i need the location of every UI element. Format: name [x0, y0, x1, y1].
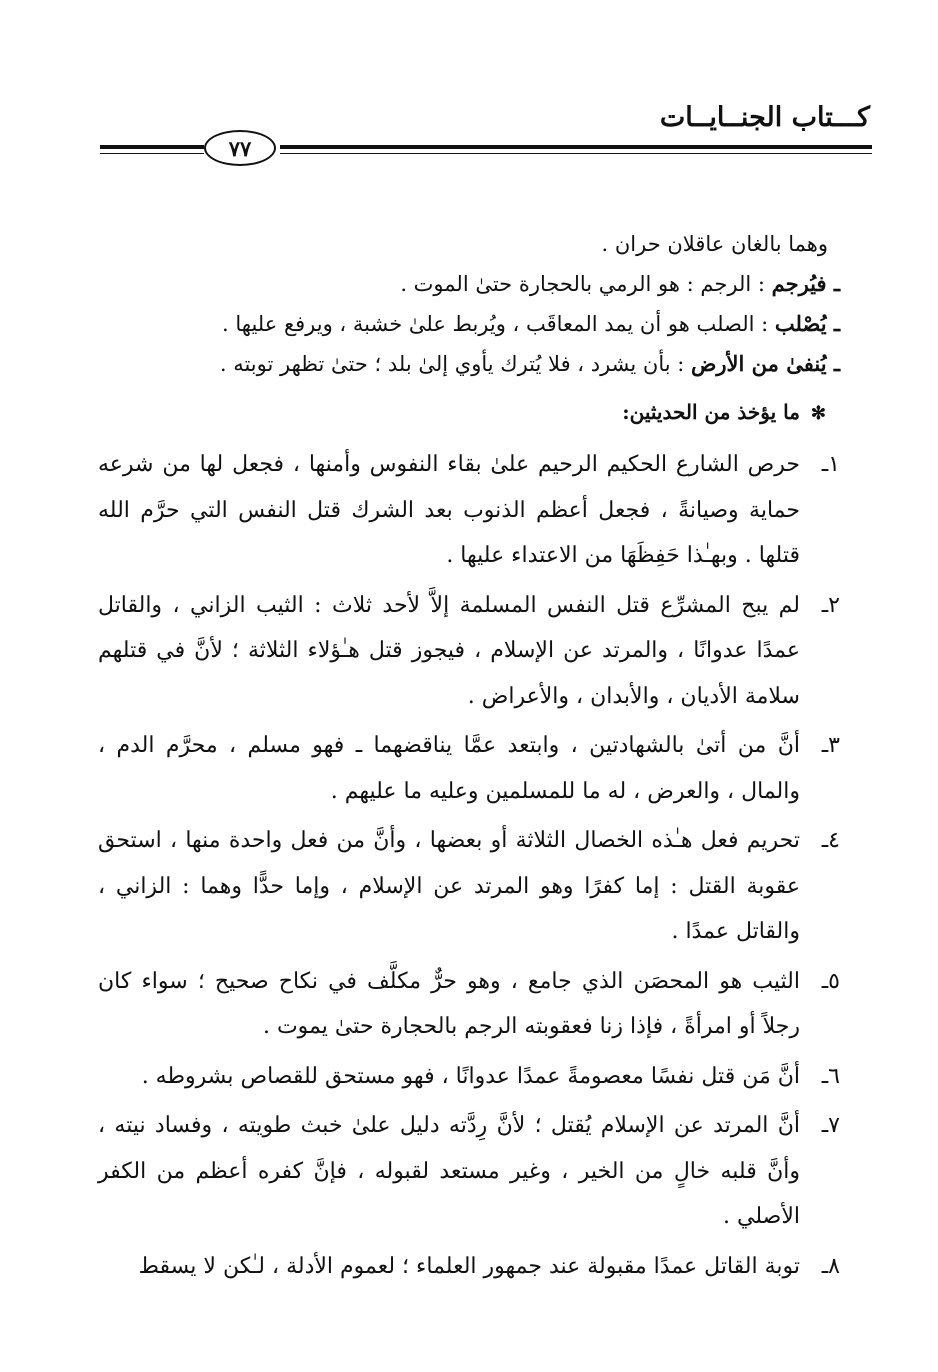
page-number-badge	[204, 130, 276, 166]
section-heading-text: ما يؤخذ من الحديثين:	[622, 400, 800, 424]
page-number: ٧٧	[228, 135, 252, 161]
list-item	[98, 818, 840, 955]
list-item-text: لم يبح المشرِّع قتل النفس المسلمة إلاَّ لأحد ثلاث : الثيب الزاني ، والقاتل عمدًا عدوانًا ، والمرتد عن الإسلام ، فيجوز قتل هـٰؤلاء الثلاثة ؛ لأنَّ في قتلهم سلامة الأديان ، والأبدان ، والأعراض .	[98, 592, 800, 709]
list-item-text: أنَّ من أتىٰ بالشهادتين ، وابتعد عمَّا يناقضهما ـ فهو مسلم ، محرَّم الدم ، والمال ، والعرض ، له ما للمسلمين وعليه ما عليهم .	[98, 733, 800, 804]
book-title: كـــتاب الجنــايــات	[659, 102, 870, 133]
header-rule-thick-left	[100, 145, 204, 149]
intro-text: وهما بالغان عاقلان حران .	[601, 232, 828, 256]
list-item	[98, 442, 840, 579]
term-definition: : بأن يشرد ، فلا يُترك يأوي إلىٰ بلد ؛ حتىٰ تظهر توبته .	[219, 352, 685, 376]
header-rule-thin-left	[100, 153, 204, 154]
list-item	[98, 1244, 840, 1290]
list-item-text: تحريم فعل هـٰذه الخصال الثلاثة أو بعضها ، وأنَّ من فعل واحدة منها ، استحق عقوبة القتل : إما كفرًا وهو المرتد عن الإسلام ، وإما حدًّا وهما : الزاني ، والقاتل عمدًا .	[98, 828, 800, 944]
list-item-text: حرص الشارع الحكيم الرحيم علىٰ بقاء النفوس وأمنها ، فجعل لها من شرعه حماية وصيانةً ، فجعل أعظم الذنوب بعد الشرك قتل النفس التي حرَّم الله قتلها . وبهـٰذا حَفِظَهَا من الاعتداء عليها .	[98, 452, 800, 568]
page-content	[98, 226, 840, 1293]
list-item-number: ٨ـ	[821, 1253, 840, 1279]
term-definition: : الرجم : هو الرمي بالحجارة حتىٰ الموت .	[400, 272, 765, 296]
intro-line	[98, 346, 840, 382]
intro-line	[98, 226, 828, 262]
list-item-number: ٢ـ	[821, 592, 840, 618]
list-item-number: ٤ـ	[821, 828, 840, 853]
header-rule-thick-right	[280, 145, 872, 149]
defined-term: ـ فيُرجم	[771, 271, 840, 296]
star-icon: ✻	[810, 403, 826, 424]
list-item	[98, 1103, 840, 1240]
header-rule-thin-right	[280, 153, 872, 154]
section-heading	[98, 394, 826, 432]
list-item-number: ٥ـ	[821, 968, 840, 994]
list-item	[98, 583, 840, 720]
list-item-number: ٣ـ	[821, 733, 840, 758]
list-item-number: ١ـ	[821, 452, 840, 477]
list-item-number: ٧ـ	[821, 1113, 840, 1138]
list-item-text: أنَّ مَن قتل نفسًا معصومةً عمدًا عدوانًا ، فهو مستحق للقصاص بشروطه .	[141, 1063, 800, 1089]
intro-line	[98, 266, 840, 302]
term-definition: : الصلب هو أن يمد المعاقَب ، ويُربط علىٰ خشبة ، ويرفع عليها .	[222, 312, 769, 336]
defined-term: ـ يُصْلب	[774, 311, 840, 336]
list-item	[98, 723, 840, 814]
list-item-number: ٦ـ	[821, 1063, 840, 1089]
defined-term: ـ يُنفىٰ من الأرض	[691, 351, 840, 376]
list-item-text: توبة القاتل عمدًا مقبولة عند جمهور العلماء ؛ لعموم الأدلة ، لـٰكن لا يسقط	[138, 1253, 800, 1279]
list-item-text: الثيب هو المحصَن الذي جامع ، وهو حرٌّ مكلَّف في نكاح صحيح ؛ سواء كان رجلاً أو امرأةً ، فإذا زنا فعقوبته الرجم بالحجارة حتىٰ يموت .	[98, 968, 800, 1039]
intro-line	[98, 306, 840, 342]
list-item-text: أنَّ المرتد عن الإسلام يُقتل ؛ لأنَّ رِدَّته دليل علىٰ خبث طويته ، وفساد نيته ، وأنَّ قلبه خالٍ من الخير ، وغير مستعد لقبوله ، فإنَّ كفره أعظم من الكفر الأصلي .	[98, 1113, 800, 1229]
list-item	[98, 1054, 840, 1100]
list-item	[98, 959, 840, 1050]
